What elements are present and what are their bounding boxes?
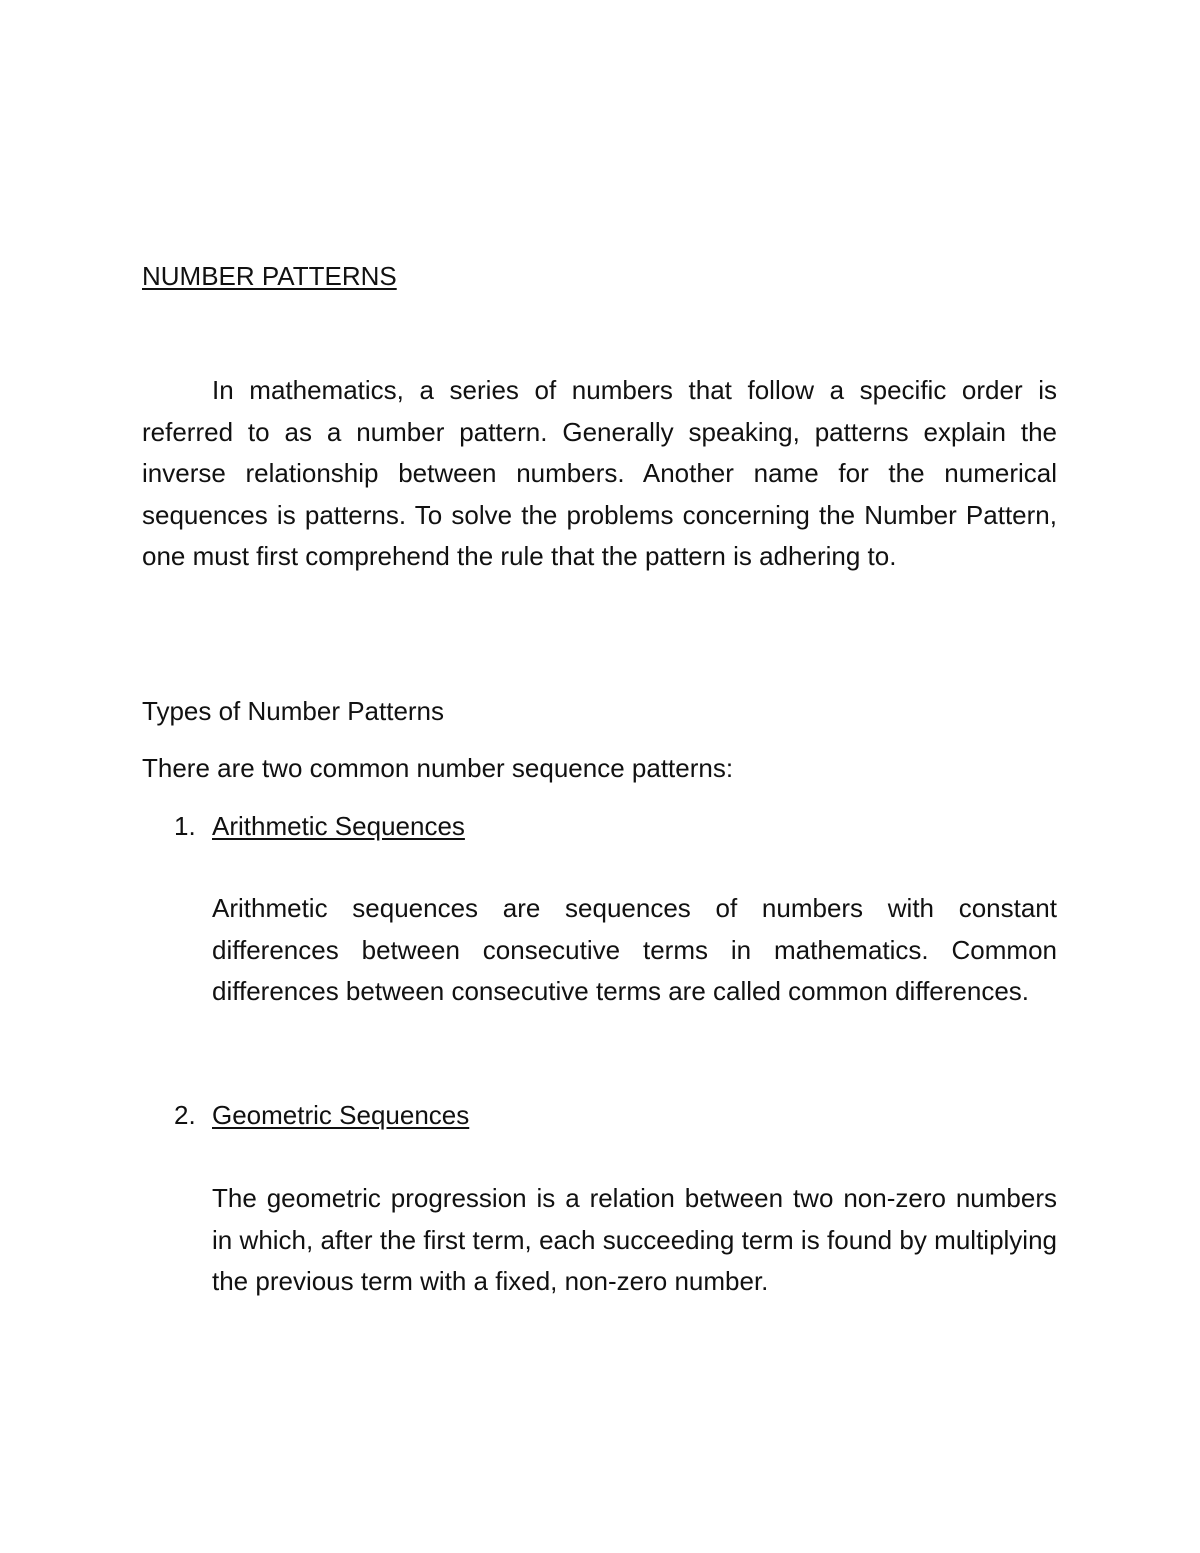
arithmetic-description: Arithmetic sequences are sequences of numbers with constant differences between consecutive terms in mathematics. Common differences between consecutive terms are called common differences. — [212, 893, 1057, 1007]
list-number: 2. — [174, 1100, 196, 1130]
types-intro: There are two common number sequence patterns: — [142, 753, 734, 783]
list-number: 1. — [174, 811, 196, 841]
list-item-label: Geometric Sequences — [212, 1100, 470, 1130]
types-heading: Types of Number Patterns — [142, 696, 445, 726]
list-item-arithmetic-heading — [174, 808, 465, 844]
list-item-geometric-heading — [174, 1097, 469, 1133]
document-title: NUMBER PATTERNS — [142, 261, 397, 291]
list-item-label: Arithmetic Sequences — [212, 811, 465, 841]
intro-paragraph: In mathematics, a series of numbers that follow a specific order is referred to as a number pattern. Generally speaking, patterns explain the inverse relationship between numbers. Another name for the numerical sequences is patterns. To solve the problems concerning the Number Pattern, one must first comprehend the rule that the pattern is adhering to. — [142, 375, 1057, 572]
geometric-description: The geometric progression is a relation between two non-zero numbers in which, after the first term, each succeeding term is found by multiplying the previous term with a fixed, non-zero number. — [212, 1183, 1057, 1297]
